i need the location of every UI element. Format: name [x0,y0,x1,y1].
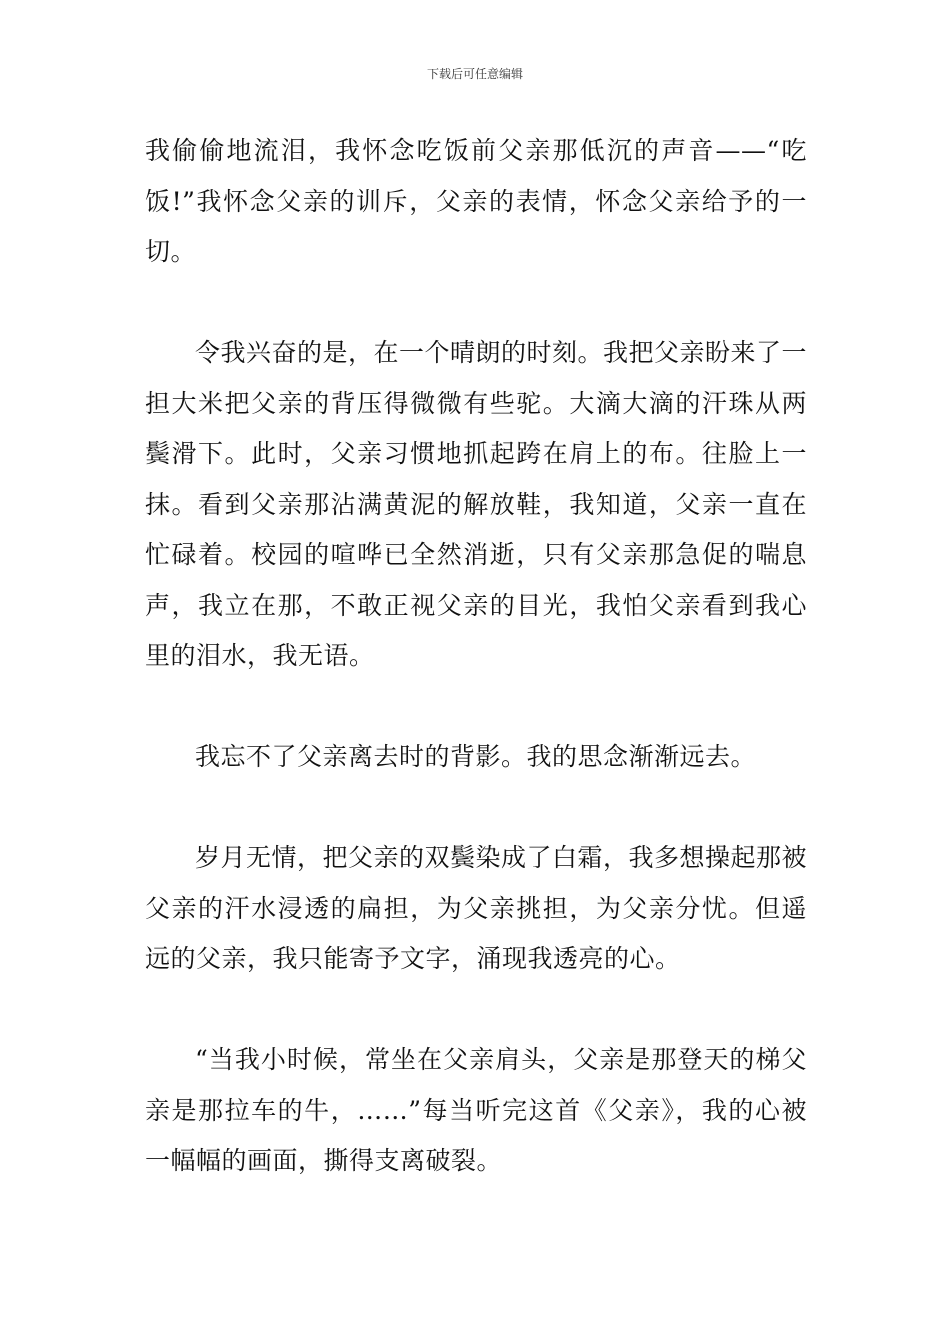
paragraph-gap [145,682,807,733]
paragraph-gap [145,278,807,329]
paragraph-3: 我忘不了父亲离去时的背影。我的思念渐渐远去。 [195,742,757,771]
document-body [145,126,807,1187]
paragraph-gap [145,985,807,1036]
paragraph-4: 岁月无情，把父亲的双鬓染成了白霜，我多想操起那被父亲的汗水浸透的扁担，为父亲挑担，为父亲分忧。但遥远的父亲，我只能寄予文字，涌现我透亮的心。 [145,843,808,973]
paragraph-gap [145,783,807,834]
page-header: 下载后可任意编辑 [426,67,523,81]
paragraph-2: 令我兴奋的是，在一个晴朗的时刻。我把父亲盼来了一担大米把父亲的背压得微微有些驼。大滴大滴的汗珠从两鬓滑下。此时，父亲习惯地抓起跨在肩上的布。往脸上一抹。看到父亲那沾满黄泥的解放鞋，我知道，父亲一直在忙碌着。校园的喧哗已全然消逝，只有父亲那急促的喘息声，我立在那，不敢正视父亲的目光，我怕父亲看到我心里的泪水，我无语。 [145,338,808,670]
paragraph-5: “当我小时候，常坐在父亲肩头，父亲是那登天的梯父亲是那拉车的牛，……”每当听完这首《父亲》，我的心被一幅幅的画面，撕得支离破裂。 [145,1045,807,1175]
paragraph-1: 我偷偷地流泪，我怀念吃饭前父亲那低沉的声音——“吃饭!”我怀念父亲的训斥，父亲的表情，怀念父亲给予的一切。 [145,136,807,266]
